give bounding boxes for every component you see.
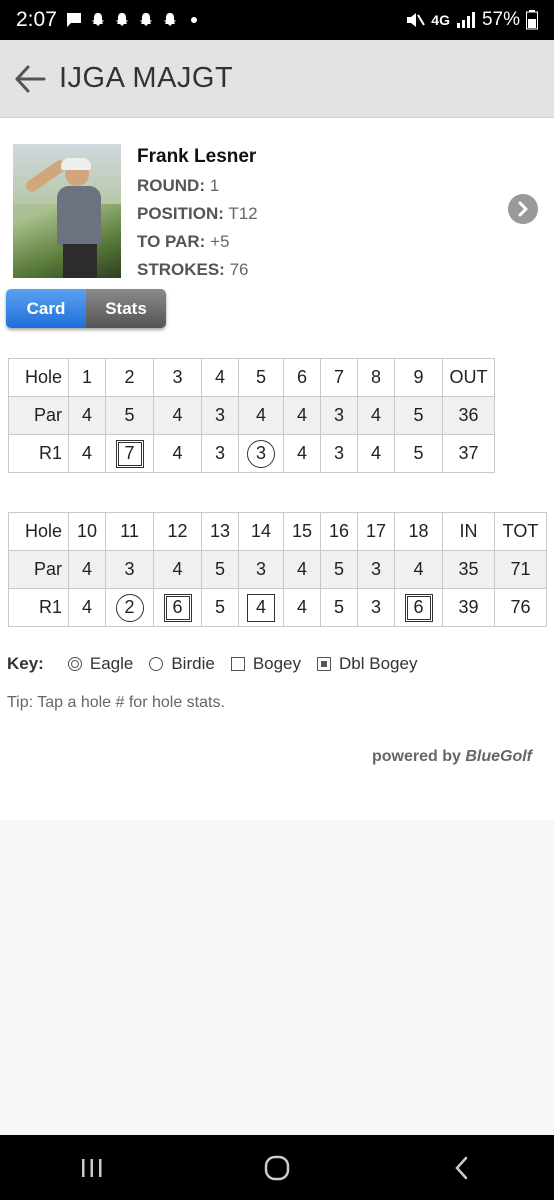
par-row (9, 551, 547, 589)
score-cell (106, 589, 154, 627)
hole-number[interactable]: 11 (106, 513, 154, 551)
par-cell: 3 (358, 551, 395, 589)
double-bogey-key-icon (317, 657, 331, 671)
par-cell: 3 (239, 551, 284, 589)
score-cell: 5 (202, 589, 239, 627)
par-cell: 4 (154, 551, 202, 589)
double-bogey-marker: 6 (405, 594, 433, 622)
status-right (405, 9, 538, 31)
back-nav-button[interactable] (432, 1148, 492, 1188)
tab-card[interactable]: Card (6, 289, 86, 328)
score-cell: 5 (395, 435, 443, 473)
score-cell: 3 (321, 435, 358, 473)
powered-by-prefix: powered by (371, 748, 461, 765)
battery-percent: 57% (481, 9, 520, 30)
score-cell (106, 435, 154, 473)
player-name: Frank Lesner (137, 146, 257, 167)
par-in: 35 (443, 551, 495, 589)
par-cell: 5 (202, 551, 239, 589)
eagle-key-label: Eagle (89, 654, 134, 673)
par-cell: 4 (358, 397, 395, 435)
hole-number[interactable]: 6 (284, 359, 321, 397)
in-label: IN (443, 513, 495, 551)
par-out: 36 (443, 397, 495, 435)
snapchat-icon (161, 11, 179, 29)
player-topar: TO PAR: +5 (137, 232, 230, 251)
hole-number[interactable]: 16 (321, 513, 358, 551)
snapchat-icon (89, 11, 107, 29)
score-cell: 3 (358, 589, 395, 627)
key-label: Key: (7, 654, 44, 673)
score-cell: 4 (154, 435, 202, 473)
eagle-key-icon (68, 657, 82, 671)
double-bogey-marker: 7 (116, 440, 144, 468)
score-cell: 4 (358, 435, 395, 473)
bogey-marker: 4 (247, 594, 275, 622)
hole-number[interactable]: 15 (284, 513, 321, 551)
birdie-marker: 3 (247, 440, 275, 468)
player-round: ROUND: 1 (137, 176, 220, 195)
score-row (9, 435, 495, 473)
score-cell (239, 435, 284, 473)
par-cell: 5 (321, 551, 358, 589)
par-cell: 4 (239, 397, 284, 435)
hole-number[interactable]: 3 (154, 359, 202, 397)
par-cell: 4 (69, 397, 106, 435)
scorecard-content (0, 118, 554, 820)
hole-number[interactable]: 4 (202, 359, 239, 397)
bogey-key-label: Bogey (252, 654, 302, 673)
player-position: POSITION: T12 (137, 204, 258, 223)
double-bogey-key-label: Dbl Bogey (339, 654, 418, 673)
player-details-button[interactable] (508, 194, 538, 224)
chevron-left-icon (453, 1156, 471, 1180)
hole-label: Hole (9, 359, 69, 397)
status-bar (0, 0, 554, 40)
score-cell: 4 (69, 589, 106, 627)
snapchat-icon (113, 11, 131, 29)
round-label: R1 (9, 589, 69, 627)
page-title: IJGA MAJGT (59, 62, 234, 94)
hole-number[interactable]: 18 (395, 513, 443, 551)
score-cell: 4 (284, 435, 321, 473)
more-notifications-icon (191, 17, 197, 23)
signal-icon (456, 11, 476, 29)
hole-number[interactable]: 10 (69, 513, 106, 551)
app-header (0, 40, 554, 118)
system-nav-bar (0, 1135, 554, 1200)
hole-number[interactable]: 8 (358, 359, 395, 397)
hole-label: Hole (9, 513, 69, 551)
status-time: 2:07 (16, 8, 57, 31)
par-row (9, 397, 495, 435)
score-cell (239, 589, 284, 627)
par-cell: 5 (395, 397, 443, 435)
view-toggle (6, 289, 166, 328)
score-cell: 3 (202, 435, 239, 473)
score-in: 39 (443, 589, 495, 627)
par-cell: 4 (69, 551, 106, 589)
home-button[interactable] (247, 1148, 307, 1188)
hole-number[interactable]: 9 (395, 359, 443, 397)
score-cell: 5 (321, 589, 358, 627)
hole-row (9, 513, 547, 551)
score-cell: 4 (69, 435, 106, 473)
powered-by[interactable] (372, 748, 532, 766)
front-nine-table (8, 358, 495, 473)
battery-icon (526, 10, 538, 30)
par-cell: 3 (321, 397, 358, 435)
network-type: 4G (431, 12, 450, 28)
hole-number[interactable]: 17 (358, 513, 395, 551)
snapchat-icon (137, 11, 155, 29)
home-icon (264, 1155, 290, 1181)
score-out: 37 (443, 435, 495, 473)
tab-stats[interactable]: Stats (86, 289, 166, 328)
player-summary[interactable] (13, 144, 541, 280)
hole-number[interactable]: 7 (321, 359, 358, 397)
message-icon (65, 11, 83, 29)
par-cell: 3 (106, 551, 154, 589)
hole-number[interactable]: 5 (239, 359, 284, 397)
birdie-marker: 2 (116, 594, 144, 622)
out-label: OUT (443, 359, 495, 397)
notification-icons (65, 11, 197, 29)
par-cell: 4 (154, 397, 202, 435)
chevron-right-icon (516, 201, 530, 217)
hole-row (9, 359, 495, 397)
hole-number[interactable]: 2 (106, 359, 154, 397)
recent-apps-icon (79, 1157, 105, 1179)
round-label: R1 (9, 435, 69, 473)
player-strokes: STROKES: 76 (137, 260, 249, 279)
bogey-key-icon (231, 657, 245, 671)
recent-apps-button[interactable] (62, 1148, 122, 1188)
player-info (137, 144, 258, 280)
par-cell: 4 (284, 397, 321, 435)
score-cell: 4 (284, 589, 321, 627)
hole-number[interactable]: 12 (154, 513, 202, 551)
score-cell (154, 589, 202, 627)
hole-number[interactable]: 14 (239, 513, 284, 551)
par-label: Par (9, 397, 69, 435)
par-label: Par (9, 551, 69, 589)
par-cell: 4 (284, 551, 321, 589)
mute-icon (405, 11, 425, 29)
par-cell: 3 (202, 397, 239, 435)
score-tot: 76 (495, 589, 547, 627)
powered-by-brand: BlueGolf (465, 748, 532, 765)
par-tot: 71 (495, 551, 547, 589)
hole-number[interactable]: 13 (202, 513, 239, 551)
arrow-left-icon (14, 65, 46, 93)
hole-number[interactable]: 1 (69, 359, 106, 397)
back-button[interactable] (13, 62, 47, 96)
birdie-key-label: Birdie (171, 654, 215, 673)
back-nine-table (8, 512, 547, 627)
par-cell: 5 (106, 397, 154, 435)
birdie-key-icon (149, 657, 163, 671)
tot-label: TOT (495, 513, 547, 551)
score-row (9, 589, 547, 627)
score-cell (395, 589, 443, 627)
par-cell: 4 (395, 551, 443, 589)
player-photo (13, 144, 121, 278)
score-key (7, 654, 421, 674)
double-bogey-marker: 6 (164, 594, 192, 622)
tip-text: Tip: Tap a hole # for hole stats. (7, 694, 225, 711)
